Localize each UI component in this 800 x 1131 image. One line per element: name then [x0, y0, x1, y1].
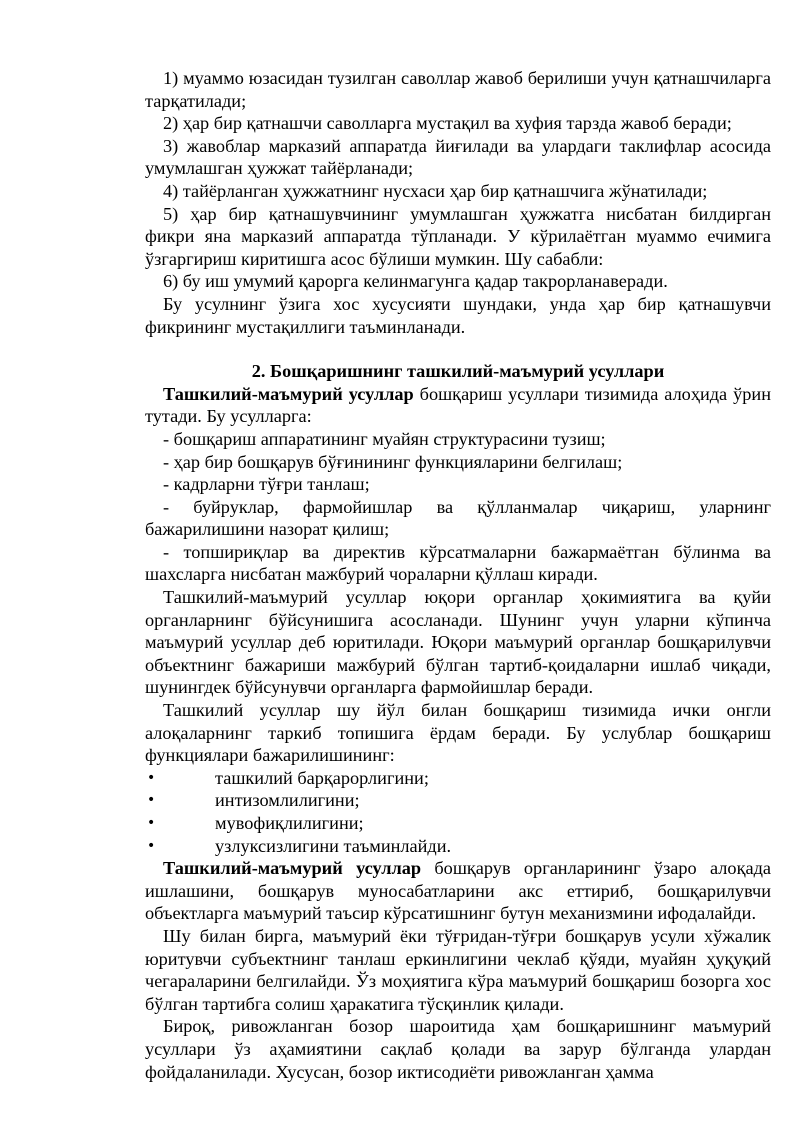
- paragraph: Шу билан бирга, маъмурий ёки тўғридан-тўғри бошқарув усули хўжалик юритувчи субъектнинг танлаш еркинлигини чеклаб қўяди, муайян ҳуқуқий чегараларини белгилайди. Ўз моҳиятига кўра маъмурий бошқариш бозорга хос бўлган тартибга солиш ҳаракатига тўсқинлик қилади.: [145, 925, 771, 1014]
- paragraph-text: бошқариш усуллари тизимида алоҳида ўрин тутади. Бу усулларга:: [145, 383, 771, 427]
- bullet-list: [145, 767, 771, 857]
- dash-list-item: - ҳар бир бошқарув бўғинининг функцияларини белгилаш;: [163, 451, 623, 472]
- document-page: [145, 67, 771, 1083]
- bullet-icon: •: [147, 837, 156, 854]
- bullet-item: • ташкилий барқарорлигини;: [147, 767, 429, 788]
- list-item: 5) ҳар бир қатнашувчининг умумлашган ҳужжатга нисбатан билдирган фикри яна марказий аппаратда тўпланади. У кўрилаётган муаммо ечимига ўзгаргириш киритишга асос бўлиши мумкин. Шу сабабли:: [145, 203, 771, 269]
- bullet-item: • интизомлилигини;: [147, 790, 360, 811]
- dash-list-item: - буйруклар, фармойишлар ва қўлланмалар чиқариш, уларнинг бажарилишини назорат қилиш;: [145, 496, 771, 540]
- list-item: 6) бу иш умумий қарорга келинмагунга қадар такрорланаверади.: [163, 271, 668, 292]
- section-title: 2. Бошқаришнинг ташкилий-маъмурий усуллари: [251, 361, 665, 382]
- list-item: 1) муаммо юзасидан тузилган саволлар жавоб берилиши учун қатнашчиларга тарқатилади;: [145, 68, 771, 111]
- bold-term: Ташкилий-маъмурий усуллар: [163, 383, 414, 404]
- bullet-item: • узлуксизлигини таъминлайди.: [147, 835, 452, 856]
- list-item: 3) жавоблар марказий аппаратда йиғилади ва улардаги таклифлар асосида умумлашган ҳужжат тайёрланади;: [145, 135, 771, 179]
- list-item: 4) тайёрланган ҳужжатнинг нусхаси ҳар бир қатнашчига жўнатилади;: [163, 180, 708, 201]
- paragraph-text: бошқарув органларининг ўзаро алоқада ишлашини, бошқарув муносабатларини акс еттириб, бошқарилувчи объектларга маъмурий таъсир кўрсатишнинг бутун механизмини ифодалайди.: [145, 858, 771, 924]
- dash-list-item: - топшириқлар ва директив кўрсатмаларни бажармаётган бўлинма ва шахсларга нисбатан мажбурий чораларни қўллаш киради.: [145, 541, 771, 585]
- paragraph: [145, 857, 771, 925]
- bullet-icon: •: [147, 792, 156, 809]
- dash-list-item: - бошқариш аппаратининг муайян структурасини тузиш;: [163, 428, 606, 449]
- bold-term: Ташкилий-маъмурий усуллар: [163, 858, 422, 879]
- bullet-icon: •: [147, 815, 156, 831]
- bullet-item: • мувофиқлилигини;: [147, 813, 364, 833]
- paragraph: [145, 383, 771, 428]
- paragraph: Ташкилий усуллар шу йўл билан бошқариш тизимида ички онгли алоқаларнинг таркиб топишига ёрдам беради. Бу услублар бошқариш функциялари бажарилишининг:: [145, 700, 771, 766]
- list-item: 2) ҳар бир қатнашчи саволларга мустақил ва хуфия тарзда жавоб беради;: [163, 113, 732, 134]
- dash-list-item: - кадрларни тўғри танлаш;: [163, 474, 370, 495]
- paragraph: Ташкилий-маъмурий усуллар юқори органлар ҳокимиятига ва қуйи органларнинг бўйсунишига асосланади. Шунинг учун уларни кўпинча маъмурий усуллар деб юритилади. Юқори маъмурий органлар бошқарилувчи объектнинг бажариши мажбурий бўлган тартиб-қоидаларни ишлаб чиқади, шунингдек бўйсунувчи органларга фармойишлар беради.: [145, 587, 771, 698]
- paragraph: Бироқ, ривожланган бозор шароитида ҳам бошқаришнинг маъмурий усуллари ўз аҳамиятини сақлаб қолади ва зарур бўлганда улардан фойдаланилади. Хусусан, бозор иктисодиёти ривожланган ҳамма: [145, 1016, 771, 1082]
- paragraph: Бу усулнинг ўзига хос хусусияти шундаки, унда ҳар бир қатнашувчи фикрининг мустақиллиги таъминланади.: [145, 293, 771, 337]
- bullet-icon: •: [147, 769, 156, 786]
